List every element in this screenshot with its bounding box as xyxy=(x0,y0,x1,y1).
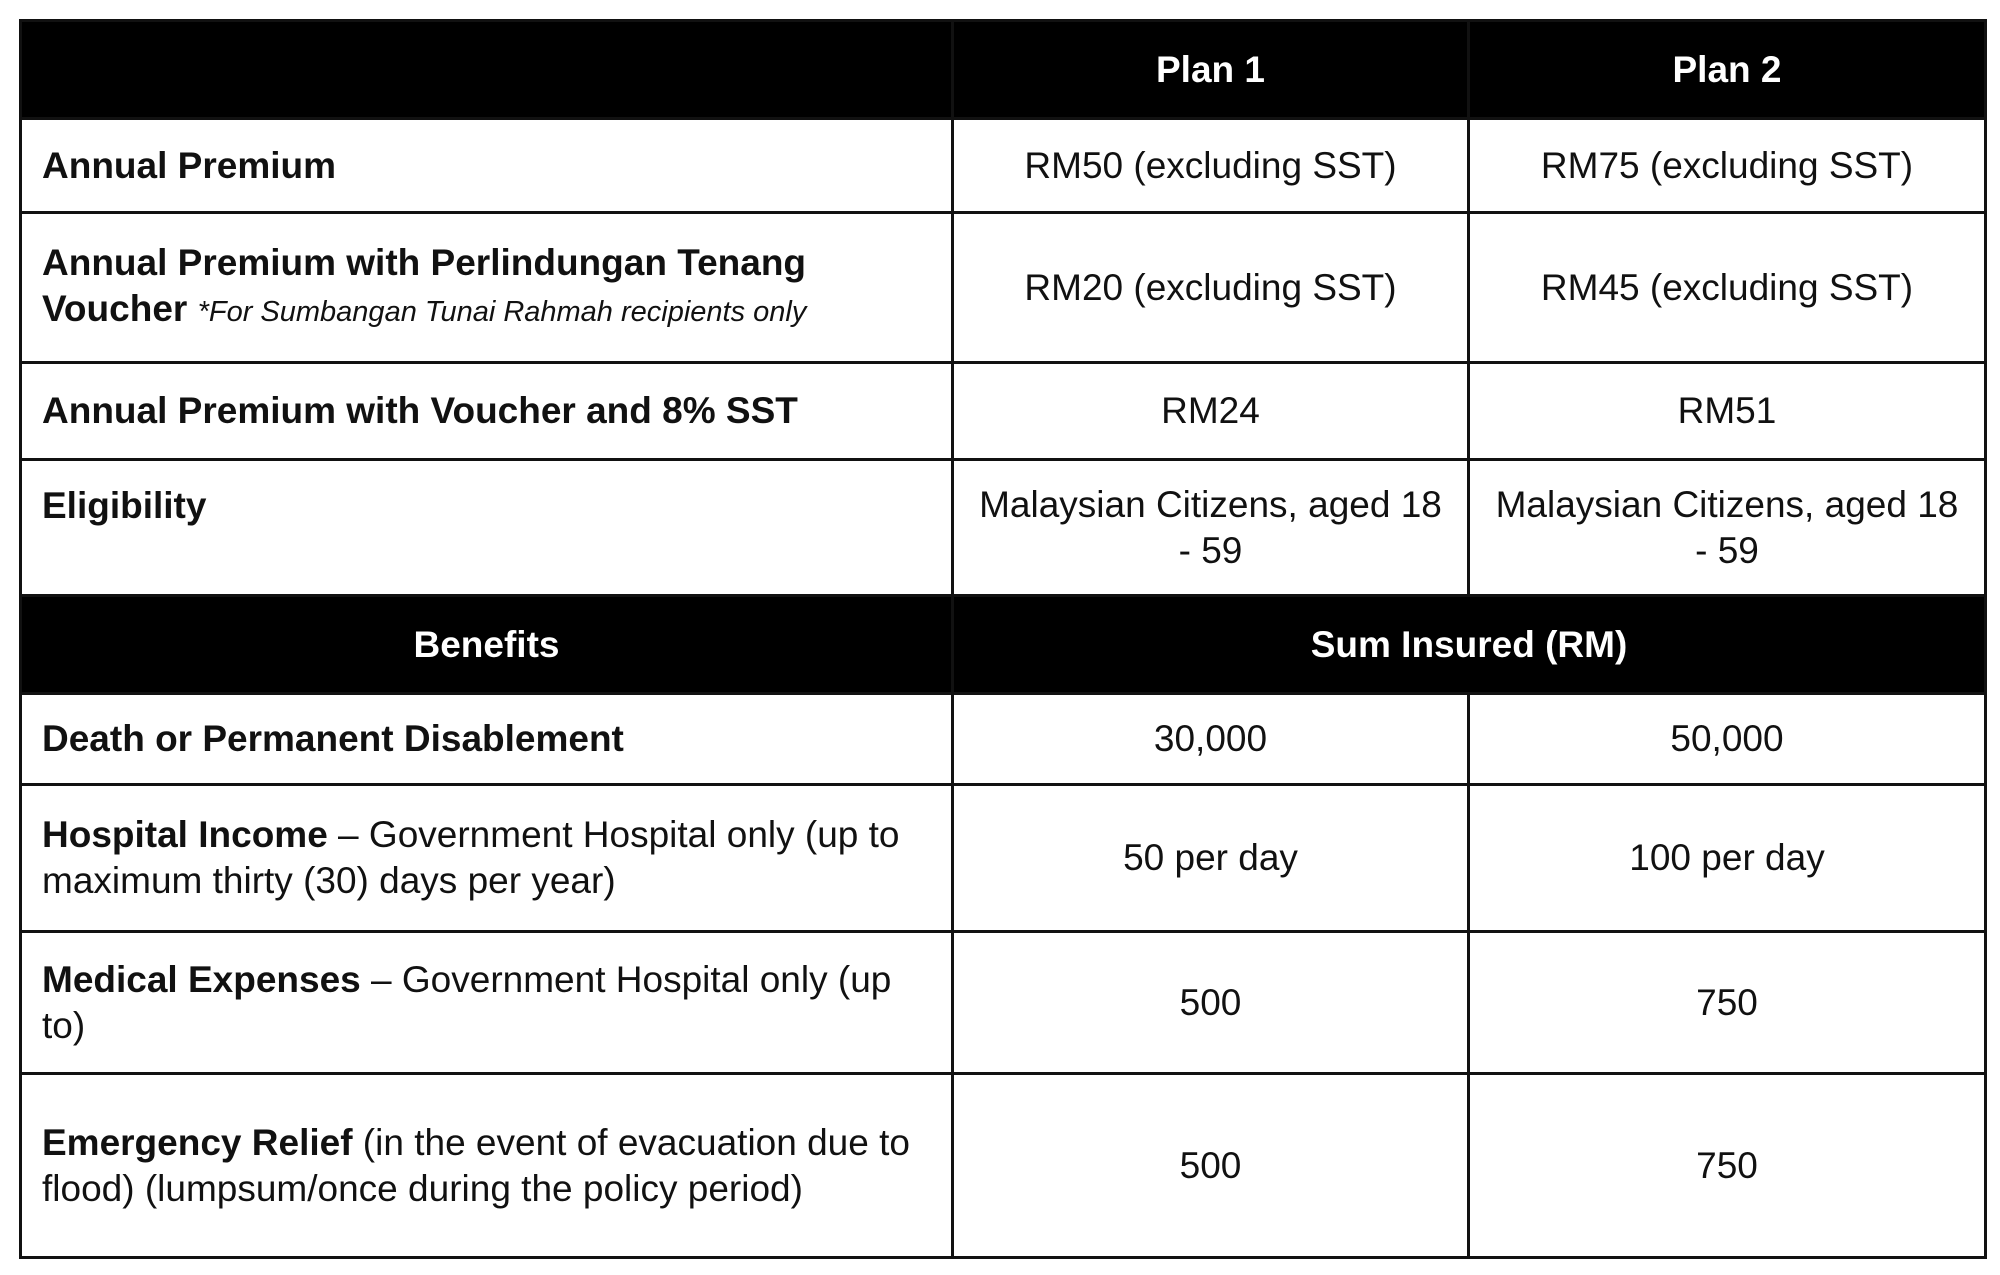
voucher-note: *For Sumbangan Tunai Rahmah recipients only xyxy=(197,296,807,328)
voucher-premium-plan1: RM20 (excluding SST) xyxy=(953,213,1469,363)
eligibility-plan2: Malaysian Citizens, aged 18 - 59 xyxy=(1469,460,1986,596)
header-empty-cell xyxy=(21,21,953,119)
sst-premium-plan1: RM24 xyxy=(953,363,1469,460)
sum-insured-header: Sum Insured (RM) xyxy=(953,596,1986,694)
emergency-relief-cell xyxy=(21,1074,953,1258)
hospital-income-detail: – Government Hospital only (up to maximum thirty (30) days per year) xyxy=(42,814,900,901)
table-row xyxy=(21,213,1986,363)
annual-premium-plan1: RM50 (excluding SST) xyxy=(953,119,1469,213)
medical-expenses-detail: – Government Hospital only (up to) xyxy=(42,958,892,1046)
eligibility-plan1: Malaysian Citizens, aged 18 - 59 xyxy=(953,460,1469,596)
table-row xyxy=(21,460,1986,596)
medical-expenses-plan2: 750 xyxy=(1469,932,1986,1074)
voucher-premium-label: Annual Premium with Perlindungan Tenang Voucher xyxy=(42,242,807,329)
emergency-relief-plan2: 750 xyxy=(1469,1074,1986,1258)
table-row xyxy=(21,363,1986,460)
plan2-header: Plan 2 xyxy=(1469,21,1986,119)
medical-expenses-cell xyxy=(21,932,953,1074)
death-benefit-plan1: 30,000 xyxy=(953,694,1469,785)
emergency-relief-detail: (in the event of evacuation due to flood) (lumpsum/once during the policy period) xyxy=(42,1121,910,1209)
table-row xyxy=(21,119,1986,213)
hospital-income-label: Hospital Income xyxy=(42,814,328,855)
table-row xyxy=(21,1074,1986,1258)
sst-premium-label: Annual Premium with Voucher and 8% SST xyxy=(21,363,953,460)
benefits-header-row xyxy=(21,596,1986,694)
hospital-income-cell xyxy=(21,785,953,932)
sst-premium-plan2: RM51 xyxy=(1469,363,1986,460)
hospital-income-plan2: 100 per day xyxy=(1469,785,1986,932)
death-benefit-plan2: 50,000 xyxy=(1469,694,1986,785)
voucher-premium-cell xyxy=(21,213,953,363)
death-benefit-cell xyxy=(21,694,953,785)
plan-header-row xyxy=(21,21,1986,119)
emergency-relief-plan1: 500 xyxy=(953,1074,1469,1258)
plan-comparison-table xyxy=(19,19,1987,1259)
eligibility-label: Eligibility xyxy=(21,460,953,596)
benefits-header: Benefits xyxy=(21,596,953,694)
voucher-premium-plan2: RM45 (excluding SST) xyxy=(1469,213,1986,363)
table-row xyxy=(21,694,1986,785)
table-row xyxy=(21,785,1986,932)
annual-premium-label: Annual Premium xyxy=(21,119,953,213)
medical-expenses-plan1: 500 xyxy=(953,932,1469,1074)
plan1-header: Plan 1 xyxy=(953,21,1469,119)
annual-premium-plan2: RM75 (excluding SST) xyxy=(1469,119,1986,213)
emergency-relief-label: Emergency Relief xyxy=(42,1121,353,1163)
death-benefit-label: Death or Permanent Disablement xyxy=(42,718,624,759)
table-row xyxy=(21,932,1986,1074)
medical-expenses-label: Medical Expenses xyxy=(42,958,361,1000)
hospital-income-plan1: 50 per day xyxy=(953,785,1469,932)
